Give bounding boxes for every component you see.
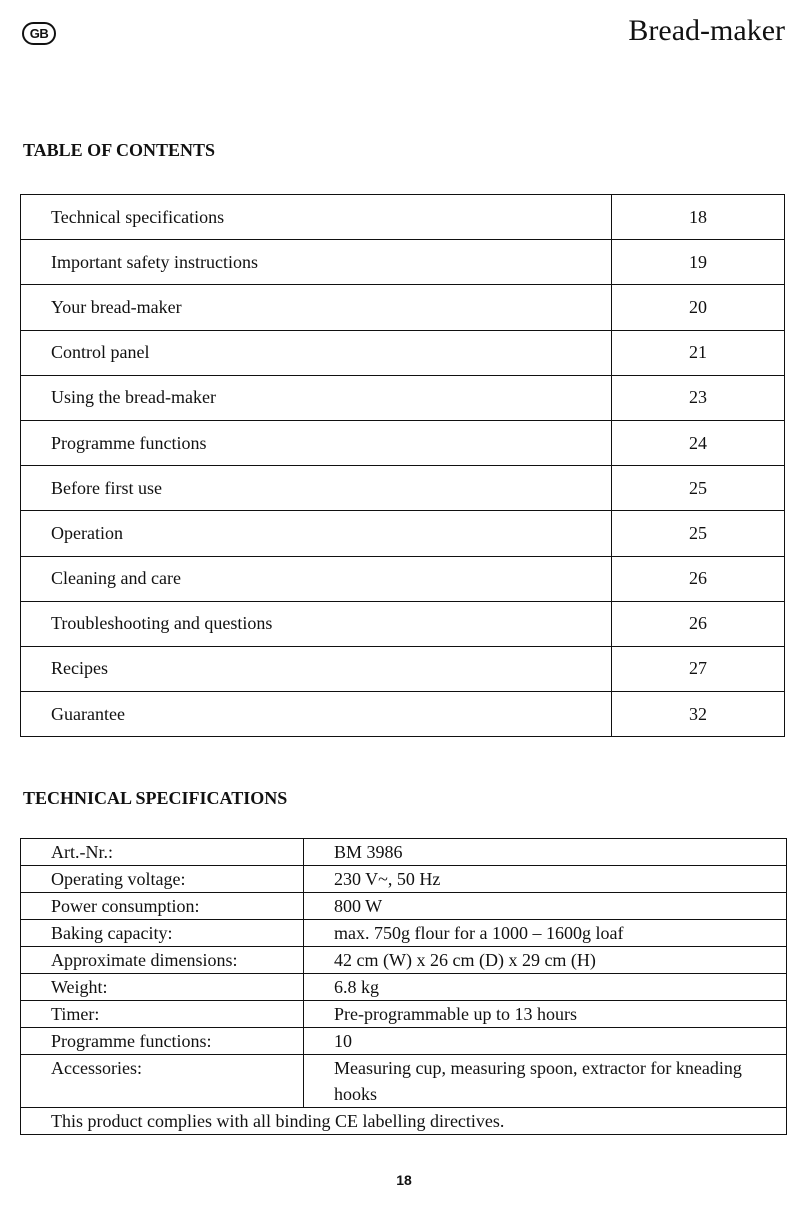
spec-row — [21, 1001, 787, 1028]
spec-value: max. 750g flour for a 1000 – 1600g loaf — [304, 920, 787, 947]
spec-label: Operating voltage: — [21, 866, 304, 893]
toc-row — [21, 692, 785, 737]
toc-entry-title: Using the bread-maker — [21, 375, 612, 420]
toc-row — [21, 556, 785, 601]
toc-row — [21, 330, 785, 375]
toc-entry-title: Programme functions — [21, 420, 612, 465]
document-title: Bread-maker — [628, 14, 785, 47]
spec-label: Art.-Nr.: — [21, 839, 304, 866]
toc-entry-page: 18 — [612, 195, 785, 240]
spec-row — [21, 974, 787, 1001]
toc-row — [21, 240, 785, 285]
table-of-contents — [20, 194, 785, 737]
toc-entry-title: Recipes — [21, 646, 612, 691]
spec-row — [21, 866, 787, 893]
spec-row-compliance — [21, 1108, 787, 1135]
spec-label: Timer: — [21, 1001, 304, 1028]
spec-value: 800 W — [304, 893, 787, 920]
spec-value: 10 — [304, 1028, 787, 1055]
toc-entry-title: Your bread-maker — [21, 285, 612, 330]
toc-entry-page: 26 — [612, 556, 785, 601]
spec-row — [21, 1055, 787, 1108]
spec-value: Pre-programmable up to 13 hours — [304, 1001, 787, 1028]
toc-entry-page: 20 — [612, 285, 785, 330]
spec-value: Measuring cup, measuring spoon, extractor for kneading hooks — [304, 1055, 787, 1108]
technical-specifications-table — [20, 838, 787, 1135]
toc-entry-page: 25 — [612, 511, 785, 556]
spec-row — [21, 839, 787, 866]
spec-label: Weight: — [21, 974, 304, 1001]
compliance-note: This product complies with all binding CE labelling directives. — [21, 1108, 787, 1135]
spec-row — [21, 920, 787, 947]
toc-row — [21, 601, 785, 646]
toc-entry-title: Cleaning and care — [21, 556, 612, 601]
language-badge: GB — [22, 22, 56, 45]
toc-entry-page: 21 — [612, 330, 785, 375]
toc-row — [21, 646, 785, 691]
spec-row — [21, 893, 787, 920]
page-number: 18 — [396, 1172, 412, 1188]
spec-label: Programme functions: — [21, 1028, 304, 1055]
toc-row — [21, 466, 785, 511]
toc-entry-title: Operation — [21, 511, 612, 556]
toc-entry-page: 26 — [612, 601, 785, 646]
toc-row — [21, 511, 785, 556]
toc-entry-title: Before first use — [21, 466, 612, 511]
spec-label: Power consumption: — [21, 893, 304, 920]
specs-heading: TECHNICAL SPECIFICATIONS — [23, 788, 288, 808]
toc-entry-title: Troubleshooting and questions — [21, 601, 612, 646]
toc-entry-title: Guarantee — [21, 692, 612, 737]
spec-value: 6.8 kg — [304, 974, 787, 1001]
toc-row — [21, 375, 785, 420]
toc-entry-page: 25 — [612, 466, 785, 511]
spec-label: Accessories: — [21, 1055, 304, 1108]
toc-entry-title: Technical specifications — [21, 195, 612, 240]
toc-entry-page: 27 — [612, 646, 785, 691]
toc-heading: TABLE OF CONTENTS — [23, 140, 216, 160]
spec-row — [21, 1028, 787, 1055]
toc-row — [21, 285, 785, 330]
spec-label: Baking capacity: — [21, 920, 304, 947]
spec-value: 42 cm (W) x 26 cm (D) x 29 cm (H) — [304, 947, 787, 974]
toc-entry-title: Important safety instructions — [21, 240, 612, 285]
spec-label: Approximate dimensions: — [21, 947, 304, 974]
toc-entry-page: 24 — [612, 420, 785, 465]
spec-value: BM 3986 — [304, 839, 787, 866]
toc-entry-page: 32 — [612, 692, 785, 737]
toc-entry-page: 23 — [612, 375, 785, 420]
toc-row — [21, 420, 785, 465]
spec-row — [21, 947, 787, 974]
spec-value: 230 V~, 50 Hz — [304, 866, 787, 893]
toc-entry-page: 19 — [612, 240, 785, 285]
toc-row — [21, 195, 785, 240]
toc-entry-title: Control panel — [21, 330, 612, 375]
